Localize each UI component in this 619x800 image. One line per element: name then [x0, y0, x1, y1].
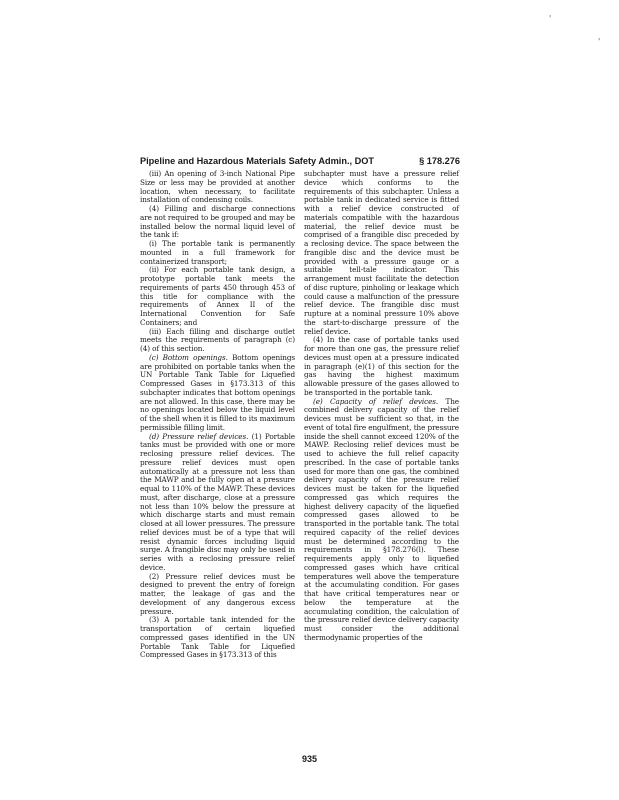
paragraph: [140, 328, 295, 354]
paragraph-text: (2) Pressure relief devices must be designed to prevent the entry of foreign matter, the leakage of gas and the development of any dangerous excess pressure.: [140, 571, 295, 616]
paragraph: [140, 433, 295, 573]
paragraph-text: (ii) For each portable tank design, a prototype portable tank meets the requirements of parts 450 through 453 of this title for compliance with the requirements of Annex II of the International Convention for Safe Containers; and: [140, 265, 295, 327]
paragraph-text: (3) A portable tank intended for the transportation of certain liquefied compressed gases identified in the UN Portable Tank Table for Liquefied Compressed Gases in §173.313 of this: [140, 615, 295, 660]
paragraph-text: (4) In the case of portable tanks used for more than one gas, the pressure relief devices must open at a pressure indicated in paragraph (e)(1) of this section for the gas having the highest maximum allowable pressure of the gases allowed to be transported in the portable tank.: [304, 335, 459, 397]
paragraph-text: (iii) An opening of 3-inch National Pipe Size or less may be provided at another location, when necessary, to facilitate installation of condensing coils.: [140, 169, 295, 205]
right-column: [304, 170, 459, 643]
paragraph-text: (i) The portable tank is permanently mounted in a full framework for containerized transport;: [140, 239, 295, 266]
paragraph: [140, 573, 295, 617]
page-number: 935: [301, 754, 318, 764]
paragraph-text: Bottom openings are prohibited on portable tanks when the UN Portable Tank Table for Liquefied Compressed Gases in §173.313 of this subchapter indicates that bottom openings are not allowed. In this case, there may be no openings located below the liquid level of the shell when it is filled to its maximum permissible filling limit.: [140, 352, 295, 432]
paragraph-heading: (c) Bottom openings.: [149, 352, 228, 362]
paragraph: [304, 170, 459, 336]
running-header: [140, 156, 460, 166]
header-title: Pipeline and Hazardous Materials Safety Admin., DOT: [140, 156, 374, 166]
paragraph: [304, 398, 459, 643]
paragraph-heading: (d) Pressure relief devices.: [149, 431, 249, 441]
paragraph-text: The combined delivery capacity of the relief devices must be sufficient so that, in the event of total fire engulfment, the pressure inside the shell cannot exceed 120% of the MAWP. Reclosing relief devices must be used to achieve the full relief capacity prescribed. In the case of portable tanks used for more than one gas, the combined delivery capacity of the pressure relief devices must be taken for the liquefied compressed gas which requires the highest delivery capacity of the liquefied compressed gases allowed to be transported in the portable tank. The total required capacity of the relief devices must be determined according to the requirements in §178.276(l). These requirements apply only to liquefied compressed gases which have critical temperatures well above the temperature at the accumulating condition. For gases that have critical temperatures near or below the temperature at the accumulating condition, the calculation of the pressure relief device delivery capacity must consider the additional thermodynamic properties of the: [304, 396, 459, 642]
paragraph-heading: (e) Capacity of relief devices.: [313, 396, 439, 406]
paragraph: [140, 354, 295, 433]
paragraph-text: (1) Portable tanks must be provided with one or more reclosing pressure relief devices. The pressure relief devices must open automatically at a pressure not less than the MAWP and be fully open at a pressure equal to 110% of the MAWP. These devices must, after discharge, close at a pressure not less than 10% below the pressure at which discharge starts and must remain closed at all lower pressures. The pressure relief devices must be of a type that will resist dynamic forces including liquid surge. A frangible disc may only be used in series with a reclosing pressure relief device.: [140, 431, 295, 572]
header-section: § 178.276: [419, 156, 460, 166]
paragraph: [304, 336, 459, 397]
paragraph: [140, 170, 295, 205]
paragraph: [140, 240, 295, 266]
left-column: [140, 170, 295, 660]
paragraph-text: (iii) Each filling and discharge outlet meets the requirements of paragraph (c)(4) of this section.: [140, 326, 295, 353]
paragraph: [140, 266, 295, 327]
corner-mark-1: ': [549, 14, 552, 23]
paragraph-text: (4) Filling and discharge connections are not required to be grouped and may be installed below the normal liquid level of the tank if:: [140, 204, 295, 240]
corner-mark-2: ': [598, 37, 601, 46]
paragraph-text: subchapter must have a pressure relief device which conforms to the requirements of this subchapter. Unless a portable tank in dedicated service is fitted with a relief device constructed of materials compatible with the hazardous material, the relief device must be comprised of a frangible disc preceded by a reclosing device. The space between the frangible disc and the device must be provided with a pressure gauge or a suitable tell-tale indicator. This arrangement must facilitate the detection of disc rupture, pinholing or leakage which could cause a malfunction of the pressure relief device. The frangible disc must rupture at a nominal pressure 10% above the start-to-discharge pressure of the relief device.: [304, 169, 459, 336]
paragraph: [140, 616, 295, 660]
paragraph: [140, 205, 295, 240]
